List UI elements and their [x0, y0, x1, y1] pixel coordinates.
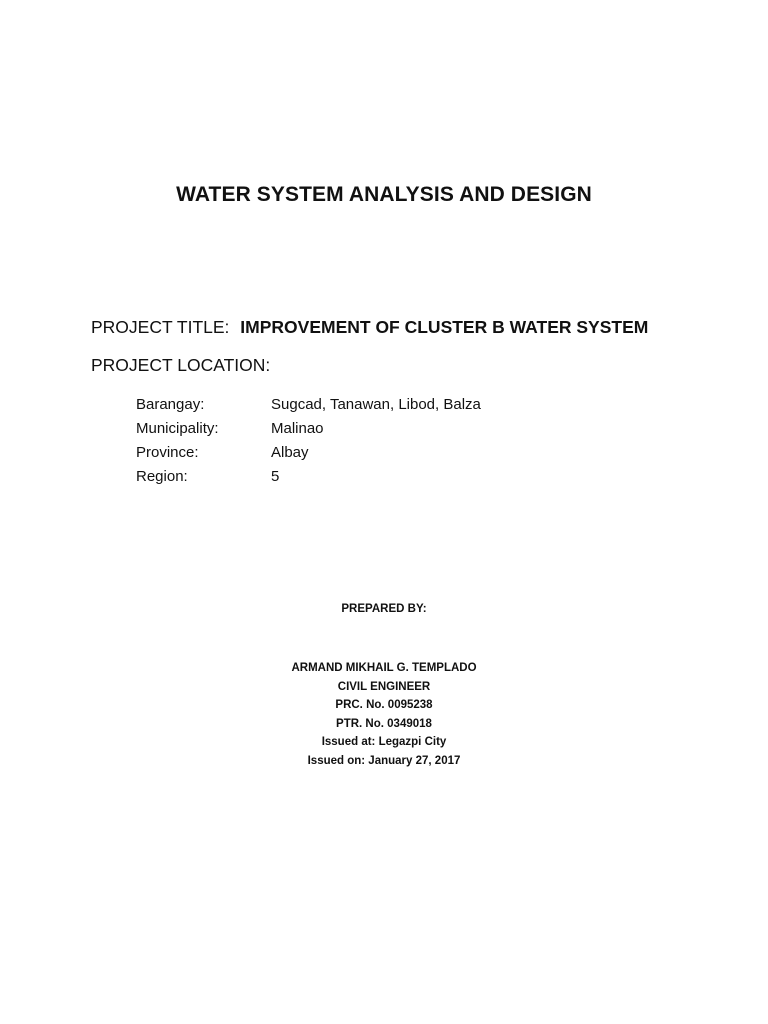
location-value: Albay — [271, 443, 309, 461]
location-row-province — [136, 440, 481, 464]
signatory-issued-at: Issued at: Legazpi City — [321, 736, 447, 748]
location-key: Region: — [136, 467, 188, 485]
prepared-by-label: PREPARED BY: — [341, 603, 427, 615]
location-table — [136, 392, 481, 488]
signatory-prc: PRC. No. 0095238 — [335, 699, 433, 711]
document-title: WATER SYSTEM ANALYSIS AND DESIGN — [176, 183, 592, 206]
location-value: Malinao — [271, 419, 324, 437]
project-title-value: IMPROVEMENT OF CLUSTER B WATER SYSTEM — [240, 317, 649, 337]
location-key: Province: — [136, 443, 199, 461]
project-title-label: PROJECT TITLE: — [91, 317, 230, 337]
location-row-municipality — [136, 416, 481, 440]
project-title-row — [91, 317, 648, 338]
location-row-barangay — [136, 392, 481, 416]
signatory-position: CIVIL ENGINEER — [337, 680, 431, 693]
project-location-label: PROJECT LOCATION: — [91, 355, 271, 375]
location-key: Barangay: — [136, 395, 205, 413]
location-value: 5 — [271, 467, 280, 485]
signatory-block — [0, 659, 768, 770]
signatory-name: ARMAND MIKHAIL G. TEMPLADO — [291, 662, 477, 674]
location-row-region — [136, 464, 481, 488]
signatory-ptr: PTR. No. 0349018 — [336, 717, 432, 730]
location-key: Municipality: — [136, 419, 219, 437]
location-value: Sugcad, Tanawan, Libod, Balza — [271, 395, 481, 413]
signatory-issued-on: Issued on: January 27, 2017 — [307, 754, 461, 767]
